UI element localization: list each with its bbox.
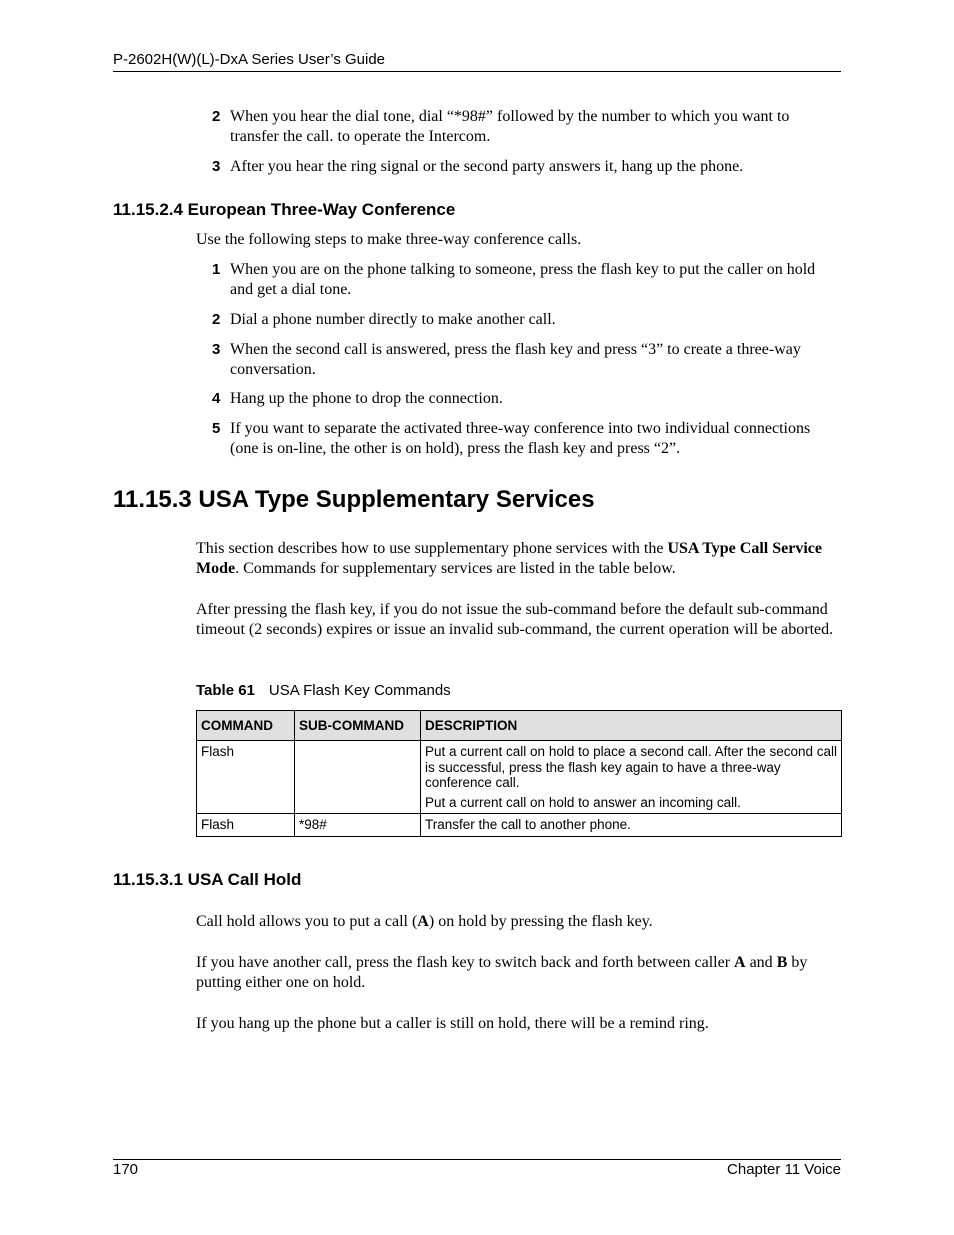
chapter-label: Chapter 11 Voice (727, 1161, 841, 1178)
cell-subcommand: *98# (295, 814, 421, 837)
step-number: 3 (212, 341, 221, 358)
table-caption-title: USA Flash Key Commands (268, 682, 451, 699)
step-number: 3 (212, 158, 221, 175)
text-run: If you have another call, press the flash key to switch back and forth between caller (196, 954, 735, 971)
list-item (212, 157, 842, 177)
section-heading-european-conference: 11.15.2.4 European Three-Way Conference (113, 200, 456, 219)
section-intro: Use the following steps to make three-way conference calls. (196, 231, 582, 248)
table-row (197, 814, 842, 837)
step-number: 1 (212, 261, 221, 278)
running-header-title: P-2602H(W)(L)-DxA Series User’s Guide (113, 51, 386, 68)
step-number: 2 (212, 108, 221, 125)
step-text: When you hear the dial tone, dial “*98#” followed by the number to which you want to transfer the call. to operate the Intercom. (230, 108, 790, 145)
text-run: . Commands for supplementary services are listed in the table below. (235, 560, 676, 577)
list-item (212, 419, 842, 459)
list-item (212, 310, 842, 330)
description-line: Put a current call on hold to place a second call. After the second call is successful, press the flash key again to have a three-way conference call. (425, 744, 837, 790)
paragraph: If you hang up the phone but a caller is still on hold, there will be a remind ring. (196, 1015, 709, 1032)
description-line: Put a current call on hold to answer an incoming call. (425, 794, 741, 810)
step-text: After you hear the ring signal or the second party answers it, hang up the phone. (230, 158, 744, 175)
bold-text-run: B (776, 954, 788, 971)
paragraph (196, 953, 842, 993)
column-header-command: COMMAND (197, 711, 295, 741)
footer-divider (113, 1159, 841, 1160)
cell-command: Flash (197, 741, 295, 814)
bold-text-run: USA Type Call Service Mode (196, 540, 822, 577)
table-caption (196, 682, 451, 699)
step-number: 5 (212, 420, 221, 437)
section-heading-usa-supplementary: 11.15.3 USA Type Supplementary Services (113, 486, 595, 513)
paragraph (196, 539, 842, 579)
step-text: When you are on the phone talking to someone, press the flash key to put the caller on hold and get a dial tone. (230, 261, 816, 298)
column-header-subcommand: SUB-COMMAND (295, 711, 421, 741)
text-run: and (745, 954, 777, 971)
bold-text-run: A (734, 954, 746, 971)
cell-subcommand (295, 741, 421, 814)
paragraph (196, 912, 842, 932)
step-number: 4 (212, 390, 221, 407)
step-number: 2 (212, 311, 221, 328)
text-run: This section describes how to use supplementary phone services with the (196, 540, 668, 557)
cell-description (421, 741, 842, 814)
paragraph: After pressing the flash key, if you do not issue the sub-command before the default sub-command timeout (2 seconds) expires or issue an invalid sub-command, the current operation will be aborted. (196, 601, 834, 638)
step-text: Dial a phone number directly to make another call. (230, 311, 556, 328)
flash-key-commands-table (196, 710, 842, 837)
header-divider (113, 71, 841, 72)
text-run: ) on hold by pressing the flash key. (428, 913, 653, 930)
cell-description (421, 814, 842, 837)
cell-command: Flash (197, 814, 295, 837)
step-text: If you want to separate the activated three-way conference into two individual connections (one is on-line, the other is on hold), press the flash key and press “2”. (230, 420, 811, 457)
column-header-description: DESCRIPTION (421, 711, 842, 741)
table-header-row (197, 711, 842, 741)
page-number: 170 (113, 1161, 139, 1178)
description-line: Transfer the call to another phone. (425, 817, 631, 832)
step-text: When the second call is answered, press the flash key and press “3” to create a three-way conversation. (230, 341, 801, 378)
bold-text-run: A (417, 913, 429, 930)
table-caption-label: Table 61 (196, 682, 255, 699)
table-row (197, 741, 842, 814)
list-item (212, 389, 842, 409)
step-text: Hang up the phone to drop the connection. (230, 390, 503, 407)
section-heading-usa-call-hold: 11.15.3.1 USA Call Hold (113, 870, 302, 889)
list-item (212, 340, 842, 380)
text-run: Call hold allows you to put a call ( (196, 913, 418, 930)
text-run: by putting either one on hold. (196, 954, 808, 991)
list-item (212, 107, 842, 147)
list-item (212, 260, 842, 300)
